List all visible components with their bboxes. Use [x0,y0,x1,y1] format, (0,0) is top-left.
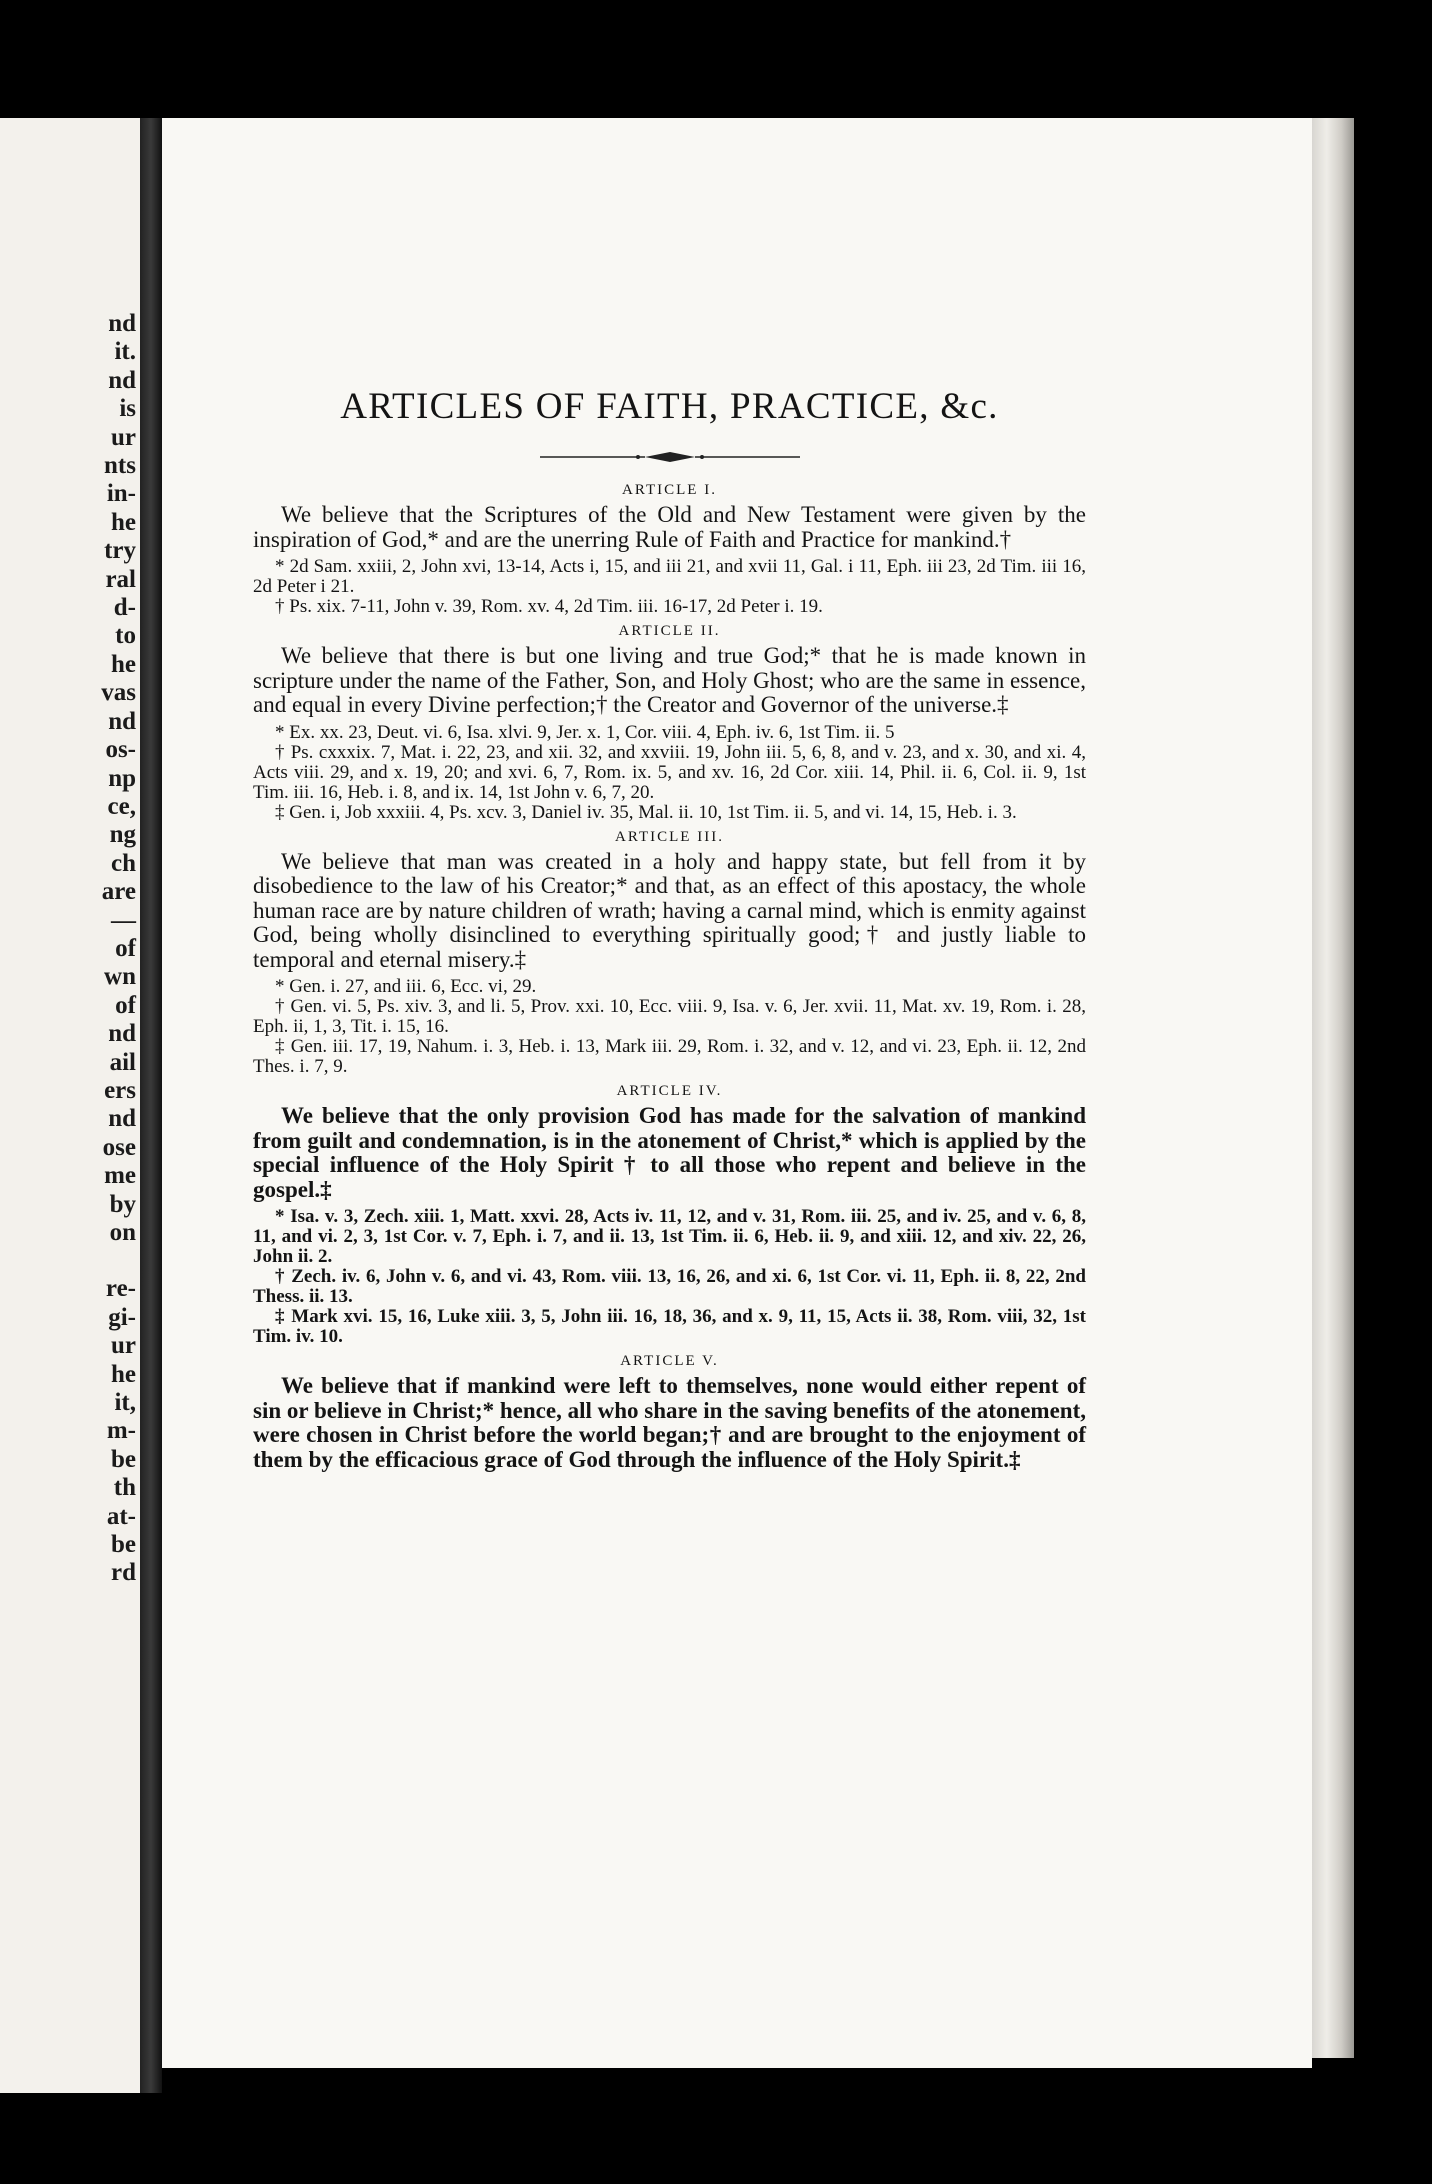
article-heading: ARTICLE II. [618,623,721,639]
adjacent-page-fragment: be [111,1445,136,1473]
title-ornament-divider [540,450,800,464]
adjacent-page-fragment: th [113,1474,136,1502]
adjacent-page-fragment: of [115,934,136,962]
article-1 [253,482,1086,617]
page-content [253,385,1086,1477]
article-2 [253,623,1086,823]
adjacent-page-fragment: to [115,622,136,650]
adjacent-page-fragment: vas [101,679,136,707]
adjacent-page-fragment: re- [105,1275,136,1303]
adjacent-page-fragment: np [108,764,136,792]
adjacent-page-fragment: on [109,1219,136,1246]
adjacent-page-fragment: nd [108,310,136,337]
adjacent-page-fragment: it. [114,338,136,366]
article-heading: ARTICLE I. [622,482,717,498]
adjacent-page-fragment: — [111,906,136,934]
article-text: We believe that the only provision God has made for the salvation of mankind from guilt and condemnation, is in the atonement of Christ,* which is applied by the special influence of the Holy Spirit † to all those who repent and believe in the gospel.‡ [253,1103,1086,1202]
adjacent-page-fragment: os- [105,736,136,764]
adjacent-page-fragment: he [111,650,136,678]
article-heading: ARTICLE V. [620,1353,719,1369]
adjacent-page-fragment: ur [111,423,136,451]
adjacent-page-fragment: ce, [107,792,136,820]
scripture-footnote: ‡ Gen. iii. 17, 19, Nahum. i. 3, Heb. i. 13, Mark iii. 29, Rom. i. 32, and v. 12, and vi. 23, Eph. ii. 12, 2nd Thes. i. 7, 9. [253,1036,1086,1077]
adjacent-page-text [101,310,136,1588]
adjacent-page-fragment: m- [106,1417,136,1445]
page-edge-stack [1312,118,1354,2058]
page-title: ARTICLES OF FAITH, PRACTICE, &c. [340,386,999,427]
adjacent-page-fragment: by [109,1190,136,1218]
adjacent-page-fragment: nd [108,707,136,735]
scripture-footnote: † Zech. iv. 6, John v. 6, and vi. 43, Rom. viii. 13, 16, 26, and xi. 6, 1st Cor. vi. 11, Eph. ii. 8, 22, 2nd Thess. ii. 13. [253,1266,1086,1307]
adjacent-page-fragment: be [111,1531,136,1559]
scripture-footnote: ‡ Gen. i, Job xxxiii. 4, Ps. xcv. 3, Daniel iv. 35, Mal. ii. 10, 1st Tim. ii. 5, and vi. 14, 15, Heb. i. 3. [275,801,1017,823]
adjacent-page-fragment: ur [111,1332,136,1360]
article-text: We believe that there is but one living and true God;* that he is made known in scripture under the name of the Father, Son, and Holy Ghost; who are the same in essence, and equal in every Divine perfection;† the Creator and Governor of the universe.‡ [253,643,1086,717]
scripture-footnote: * Isa. v. 3, Zech. xiii. 1, Matt. xxvi. 28, Acts iv. 11, 12, and v. 31, Rom. iii. 25, and iv. 25, and v. 6, 8, 11, and vi. 2, 3, 1st Cor. v. 7, Eph. i. 7, and ii. 13, 1st Tim. ii. 6, Heb. ii. 9, and xiii. 12, and xiv. 22, 26, John ii. 2. [253,1206,1086,1267]
book-gutter [140,118,162,2093]
adjacent-page-fragment: ers [104,1076,136,1104]
adjacent-page-fragment: it, [114,1389,136,1417]
article-4 [253,1083,1086,1347]
scripture-footnote: † Gen. vi. 5, Ps. xiv. 3, and li. 5, Prov. xxi. 10, Ecc. viii. 9, Isa. v. 6, Jer. xvii. 11, Mat. xv. 19, Rom. i. 28, Eph. ii, 1, 3, Tit. i. 15, 16. [253,996,1086,1037]
adjacent-page-fragment: me [104,1162,136,1190]
article-text: We believe that the Scriptures of the Old and New Testament were given by the inspiration of God,* and are the unerring Rule of Faith and Practice for mankind.† [253,502,1086,552]
adjacent-page-fragment: wn [104,963,136,991]
scripture-footnote: ‡ Mark xvi. 15, 16, Luke xiii. 3, 5, John iii. 16, 18, 36, and x. 9, 11, 15, Acts ii. 38, Rom. viii, 32, 1st Tim. iv. 10. [253,1306,1086,1347]
adjacent-page-fragment: ral [105,565,136,593]
article-heading: ARTICLE III. [615,828,724,845]
scripture-footnote: * 2d Sam. xxiii, 2, John xvi, 13-14, Acts i, 15, and iii 21, and xvii 11, Gal. i 11, Eph. iii 23, 2d Tim. iii 16, 2d Peter i 21. [253,556,1086,597]
scripture-footnote: * Ex. xx. 23, Deut. vi. 6, Isa. xlvi. 9, Jer. x. 1, Cor. viii. 4, Eph. iv. 6, 1st Tim. ii. 5 [275,721,895,743]
article-text: We believe that if mankind were left to themselves, none would either repent of sin or believe in Christ;* hence, all who share in the saving benefits of the atonement, were chosen in Christ before the world began;† and are brought to the enjoyment of them by the efficacious grace of God through the influence of the Holy Spirit.‡ [253,1373,1086,1472]
adjacent-page-fragment: ng [109,821,136,849]
adjacent-page-fragment: gi- [108,1303,136,1331]
adjacent-page-fragment: nd [108,366,136,394]
adjacent-page-fragment: he [111,1360,136,1388]
adjacent-page-fragment: at- [106,1502,136,1530]
adjacent-page-edge [0,118,140,2093]
adjacent-page-fragment: rd [111,1559,136,1587]
adjacent-page-fragment: nd [108,1105,136,1133]
adjacent-page-fragment: are [101,878,136,906]
adjacent-page-fragment: he [111,508,136,536]
adjacent-page-fragment: ose [102,1133,136,1161]
article-text: We believe that man was created in a holy and happy state, but fell from it by disobedience to the law of his Creator;* and that, as an effect of this apostacy, the whole human race are by nature children of wrath; having a carnal mind, which is enmity against God, being wholly disinclined to everything spiritually good;† and justly liable to temporal and eternal misery.‡ [253,848,1086,972]
adjacent-page-fragment: is [119,395,136,423]
adjacent-page-fragment: of [115,991,136,1019]
adjacent-page-fragment: nd [108,1020,136,1048]
article-heading: ARTICLE IV. [616,1083,723,1099]
article-5 [253,1353,1086,1472]
adjacent-page-fragment: in- [106,480,136,508]
scripture-footnote: * Gen. i. 27, and iii. 6, Ecc. vi, 29. [275,976,537,997]
article-3 [253,829,1086,1078]
adjacent-page-fragment: ail [109,1048,136,1076]
scripture-footnote: † Ps. cxxxix. 7, Mat. i. 22, 23, and xii. 32, and xxviii. 19, John iii. 5, 6, 8, and v. 23, and x. 30, and xi. 4, Acts viii. 29, and x. 19, 20; and xvi. 6, 7, Rom. ix. 5, and xv. 16, 2d Cor. xiii. 14, Phil. ii. 6, Col. ii. 9, 1st Tim. iii. 16, Heb. i. 8, and ix. 14, 1st John v. 6, 7, 20. [253,741,1086,803]
adjacent-page-fragment [101,1247,136,1275]
scripture-footnote: † Ps. xix. 7-11, John v. 39, Rom. xv. 4, 2d Tim. iii. 16-17, 2d Peter i. 19. [275,596,823,617]
adjacent-page-fragment: d- [113,594,136,622]
adjacent-page-fragment: ch [111,849,136,877]
adjacent-page-fragment: try [104,537,136,565]
adjacent-page-fragment: nts [104,452,136,480]
